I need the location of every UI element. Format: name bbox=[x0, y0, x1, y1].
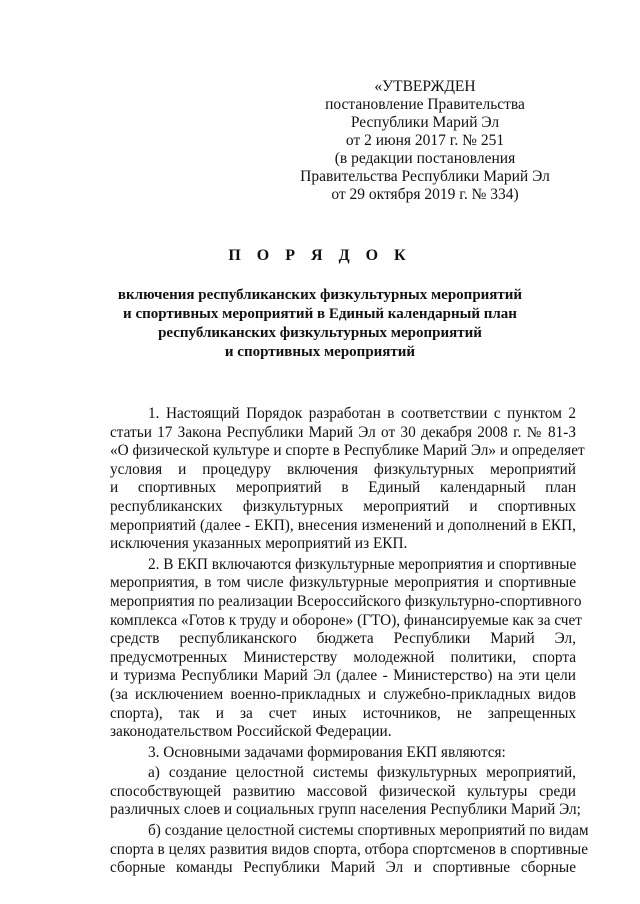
approval-line: Правительства Республики Марий Эл bbox=[300, 168, 550, 185]
subtitle-line: включения республиканских физкультурных мероприятий bbox=[117, 287, 523, 303]
paragraph-line: предусмотренных Министерству молодежной политики, спорта bbox=[110, 648, 576, 666]
approval-line: от 29 октября 2019 г. № 334) bbox=[331, 186, 519, 203]
paragraph-line: спорта в целях развития видов спорта, отбора спортсменов в спортивные bbox=[110, 840, 588, 858]
paragraph-line: мероприятия, в том числе физкультурные мероприятия и спортивные bbox=[110, 574, 576, 592]
paragraph-line: (за исключением военно-прикладных и служебно-прикладных видов bbox=[110, 685, 576, 703]
paragraph-line: 3. Основными задачами формирования ЕКП являются: bbox=[148, 743, 506, 761]
paragraph-line: б) создание целостной системы спортивных мероприятий по видам bbox=[148, 822, 589, 840]
paragraph-line: 1. Настоящий Порядок разработан в соответствии с пунктом 2 bbox=[148, 405, 576, 422]
paragraph-line: способствующей развитию массовой физической культуры среди bbox=[110, 782, 576, 800]
paragraph-line: «О физической культуре и спорте в Республике Марий Эл» и определяет bbox=[110, 442, 585, 460]
paragraph-line: и туризма Республики Марий Эл (далее - Министерство) на эти цели bbox=[110, 667, 576, 685]
approval-line: от 2 июня 2017 г. № 251 bbox=[345, 132, 505, 149]
body-paragraph bbox=[110, 822, 589, 878]
paragraph-line: спорта), так и за счет иных источников, не запрещенных bbox=[110, 704, 576, 722]
paragraph-line: и спортивных мероприятий в Единый календарный план bbox=[110, 479, 576, 497]
approval-line: «УТВЕРЖДЕН bbox=[374, 78, 476, 95]
body-paragraph bbox=[110, 405, 585, 554]
approval-line: Республики Марий Эл bbox=[350, 114, 500, 131]
paragraph-line: мероприятия по реализации Всероссийского физкультурно-спортивного bbox=[110, 592, 582, 610]
document-heading: П О Р Я Д О К bbox=[228, 247, 412, 264]
paragraph-line: исключения указанных мероприятий из ЕКП. bbox=[110, 535, 408, 553]
paragraph-line: средств республиканского бюджета Республики Марий Эл, bbox=[110, 630, 576, 648]
approval-stamp bbox=[300, 78, 550, 204]
paragraph-line: 2. В ЕКП включаются физкультурные мероприятия и спортивные bbox=[148, 555, 577, 573]
body-paragraph bbox=[110, 764, 581, 820]
subtitle-line: и спортивных мероприятий bbox=[224, 344, 416, 360]
paragraph-line: условия и процедуру включения физкультурных мероприятий bbox=[110, 460, 576, 478]
paragraph-line: мероприятий (далее - ЕКП), внесения изменений и дополнений в ЕКП, bbox=[110, 516, 576, 534]
document-body bbox=[110, 405, 589, 878]
body-paragraph bbox=[110, 555, 582, 742]
paragraph-line: республиканских физкультурных мероприятий и спортивных bbox=[110, 497, 576, 515]
approval-line: (в редакции постановления bbox=[334, 150, 516, 167]
paragraph-line: комплекса «Готов к труду и обороне» (ГТО), финансируемые как за счет bbox=[110, 611, 582, 629]
paragraph-line: статьи 17 Закона Республики Марий Эл от 30 декабря 2008 г. № 81-З bbox=[110, 423, 576, 441]
paragraph-line: а) создание целостной системы физкультурных мероприятий, bbox=[148, 764, 576, 782]
document-subtitle bbox=[90, 286, 550, 362]
approval-line: постановление Правительства bbox=[325, 96, 525, 113]
subtitle-line: республиканских физкультурных мероприятий bbox=[158, 325, 482, 341]
paragraph-line: сборные команды Республики Марий Эл и спортивные сборные bbox=[110, 859, 576, 877]
body-paragraph bbox=[110, 744, 576, 763]
paragraph-line: законодательством Российской Федерации. bbox=[110, 723, 392, 741]
subtitle-line: и спортивных мероприятий в Единый календарный план bbox=[123, 306, 517, 322]
paragraph-line: различных слоев и социальных групп населения Республики Марий Эл; bbox=[110, 801, 581, 819]
